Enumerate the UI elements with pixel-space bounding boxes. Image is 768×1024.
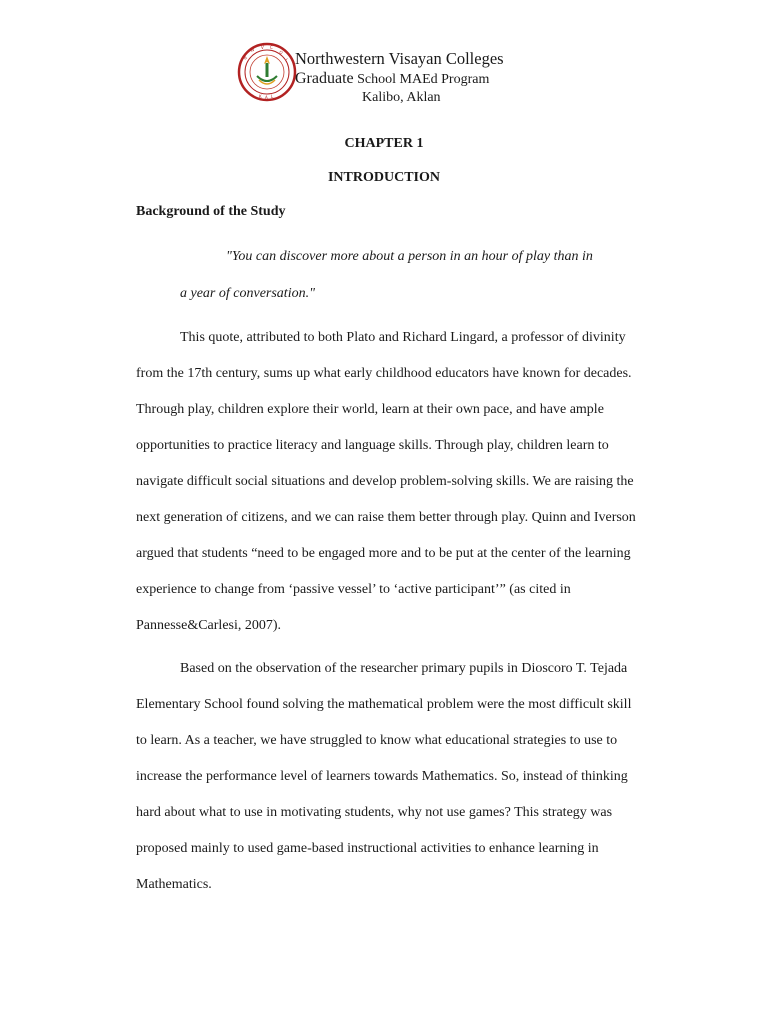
paragraph-line: Based on the observation of the researcher primary pupils in Dioscoro T. Tejada	[180, 661, 628, 676]
college-location: Kalibo, Aklan	[362, 90, 441, 105]
chapter-title: CHAPTER 1	[344, 136, 424, 151]
paragraph-line: opportunities to practice literacy and language skills. Through play, children learn to	[136, 438, 609, 453]
svg-text:L: L	[284, 57, 290, 63]
quote-line: "You can discover more about a person in an hour of play than in	[226, 249, 593, 264]
paragraph-line: increase the performance level of learners towards Mathematics. So, instead of thinking	[136, 769, 628, 784]
paragraph-line: navigate difficult social situations and develop problem-solving skills. We are raising the	[136, 474, 634, 489]
paragraph-line: Elementary School found solving the mathematical problem were the most difficult skill	[136, 697, 632, 712]
svg-text:W: W	[249, 46, 256, 53]
paragraph-line: Through play, children explore their world, learn at their own pace, and have ample	[136, 402, 604, 417]
quote-line: a year of conversation."	[180, 286, 315, 301]
paragraph-line: proposed mainly to used game-based instructional activities to enhance learning in	[136, 841, 599, 856]
paragraph-line: argued that students “need to be engaged more and to be put at the center of the learning	[136, 546, 631, 561]
paragraph-line: from the 17th century, sums up what early childhood educators have known for decades.	[136, 366, 632, 381]
paragraph-line: to learn. As a teacher, we have struggled to know what educational strategies to use to	[136, 733, 618, 748]
svg-text:K: K	[259, 94, 262, 99]
college-name: Northwestern Visayan Colleges	[295, 49, 504, 68]
section-heading: Background of the Study	[136, 204, 286, 219]
letterhead	[237, 42, 537, 104]
svg-text:A: A	[265, 95, 268, 100]
svg-text:C: C	[270, 45, 273, 50]
college-seal-icon	[237, 42, 297, 102]
svg-text:V: V	[261, 45, 264, 50]
program-rest: School MAEd Program	[353, 72, 490, 87]
svg-text:O: O	[278, 49, 284, 56]
paragraph-line: next generation of citizens, and we can raise them better through play. Quinn and Iverson	[136, 510, 636, 525]
svg-text:L: L	[271, 94, 274, 99]
paragraph-line: hard about what to use in motivating students, why not use games? This strategy was	[136, 805, 613, 820]
program-bold: Graduate	[295, 70, 354, 87]
paragraph-line: This quote, attributed to both Plato and Richard Lingard, a professor of divinity	[180, 330, 626, 345]
paragraph-line: Pannesse&Carlesi, 2007).	[136, 618, 282, 633]
program-line	[295, 70, 489, 88]
svg-text:N: N	[242, 55, 248, 61]
paragraph-line: Mathematics.	[136, 877, 212, 892]
introduction-title: INTRODUCTION	[327, 170, 440, 185]
paragraph-line: experience to change from ‘passive vessel’ to ‘active participant’” (as cited in	[136, 582, 571, 597]
